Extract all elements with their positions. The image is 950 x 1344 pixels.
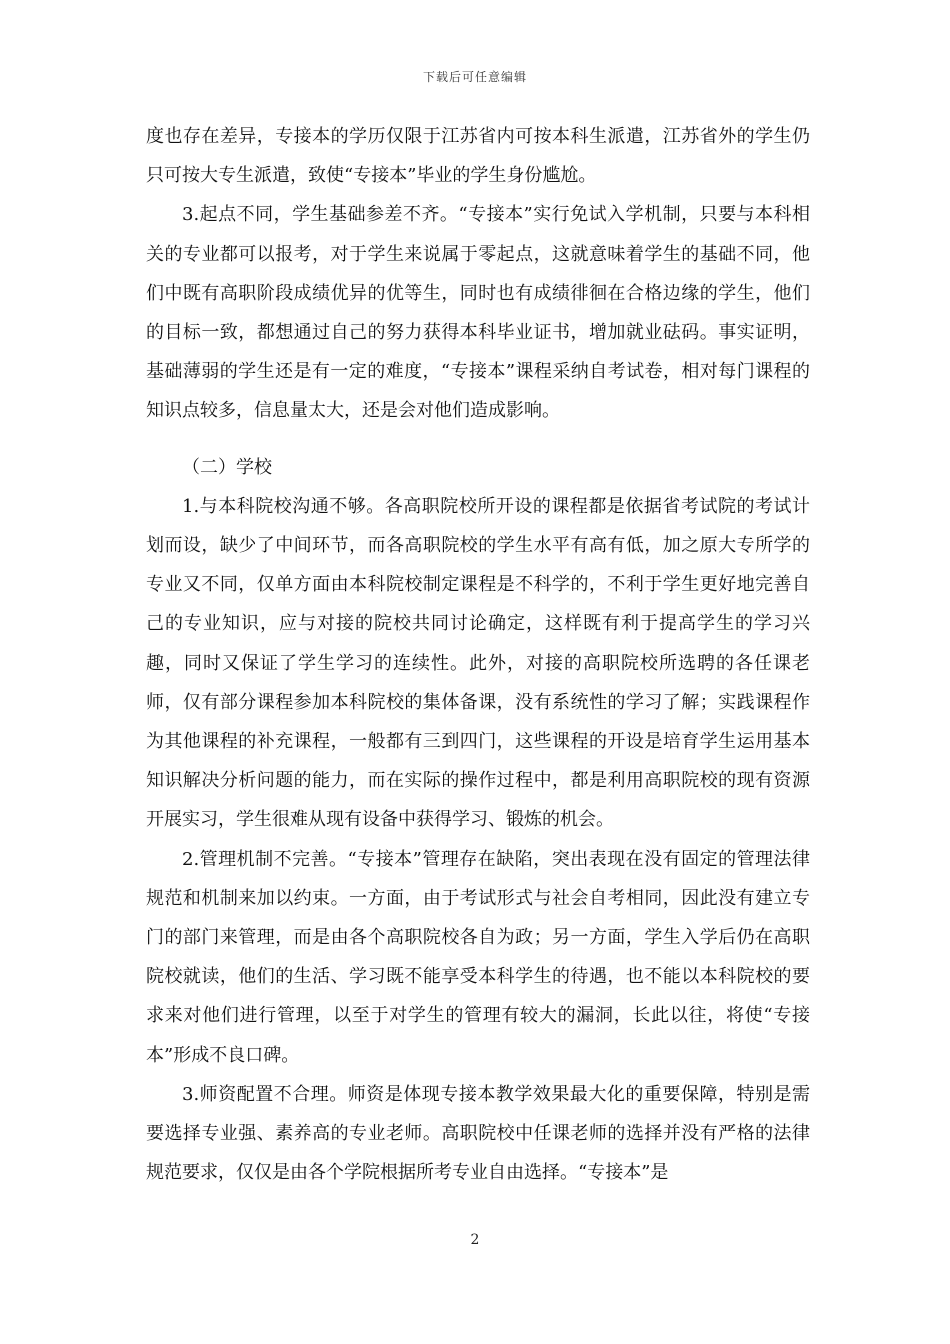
- paragraph-school-point-3: 3.师资配置不合理。师资是体现专接本教学效果最大化的重要保障，特别是需要选择专业强、素养高的专业老师。高职院校中任课老师的选择并没有严格的法律规范要求，仅仅是由各个学院根据所考专业自由选择。“专接本”是: [146, 1083, 810, 1184]
- continuation-paragraph: 度也存在差异，专接本的学历仅限于江苏省内可按本科生派遣，江苏省外的学生仍只可按大专生派遣，致使“专接本”毕业的学生身份尴尬。: [146, 126, 810, 187]
- paragraph-school-point-2: 2.管理机制不完善。“专接本”管理存在缺陷，突出表现在没有固定的管理法律规范和机制来加以约束。一方面，由于考试形式与社会自考相同，因此没有建立专门的部门来管理，而是由各个高职院校各自为政；另一方面，学生入学后仍在高职院校就读，他们的生活、学习既不能享受本科学生的待遇，也不能以本科院校的要求来对他们进行管理，以至于对学生的管理有较大的漏洞，长此以往，将使“专接本”形成不良口碑。: [146, 848, 810, 1066]
- paragraph-point-3: 3.起点不同，学生基础参差不齐。“专接本”实行免试入学机制，只要与本科相关的专业都可以报考，对于学生来说属于零起点，这就意味着学生的基础不同，他们中既有高职阶段成绩优异的优等生，同时也有成绩徘徊在合格边缘的学生，他们的目标一致，都想通过自己的努力获得本科毕业证书，增加就业砝码。事实证明，基础薄弱的学生还是有一定的难度，“专接本”课程采纳自考试卷，相对每门课程的知识点较多，信息量太大，还是会对他们造成影响。: [146, 204, 810, 422]
- paragraph-school-point-1: 1.与本科院校沟通不够。各高职院校所开设的课程都是依据省考试院的考试计划而设，缺少了中间环节，而各高职院校的学生水平有高有低，加之原大专所学的专业又不同，仅单方面由本科院校制定课程是不科学的，不利于学生更好地完善自己的专业知识，应与对接的院校共同讨论确定，这样既有利于提高学生的学习兴趣，同时又保证了学生学习的连续性。此外，对接的高职院校所选聘的各任课老师，仅有部分课程参加本科院校的集体备课，没有系统性的学习了解；实践课程作为其他课程的补充课程，一般都有三到四门，这些课程的开设是培育学生运用基本知识解决分析问题的能力，而在实际的操作过程中，都是利用高职院校的现有资源开展实习，学生很难从现有设备中获得学习、锻炼的机会。: [146, 495, 810, 831]
- page-number: 2: [470, 1232, 480, 1248]
- page-header: 下载后可任意编辑: [422, 70, 527, 84]
- section-heading: （二）学校: [182, 456, 272, 478]
- document-body: [146, 117, 810, 1192]
